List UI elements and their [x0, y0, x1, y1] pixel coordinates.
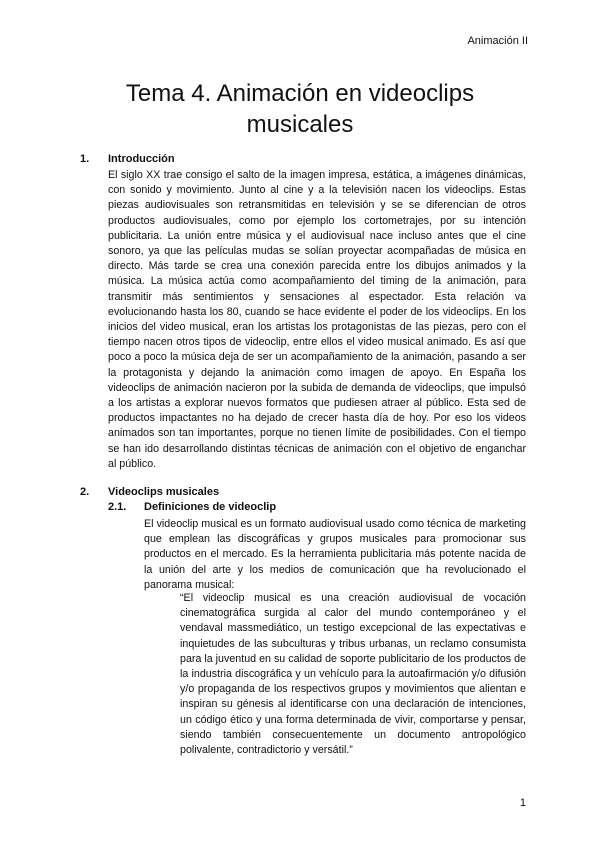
running-header: Animación II	[467, 35, 528, 47]
section-number: 2.	[80, 486, 90, 498]
title-line-2: musicales	[246, 111, 354, 138]
subsection-title: Definiciones de videoclip	[144, 501, 277, 513]
section-title: Introducción	[108, 153, 175, 165]
document-title	[0, 78, 600, 140]
title-line-1: Tema 4. Animación en videoclips	[125, 80, 475, 107]
definition-quote: “El videoclip musical es una creación audiovisual de vocación cinematográfica surgida al calor del mundo contemporáneo y el vendaval massmediático, un testigo excepcional de las expectativas e inquietudes de las subculturas y tribus urbanas, un reclamo consumista para la juventud en su calidad de soporte publicitario de los productos de la industria discográfica y un vehículo para la autoafirmación y/o difusión y/o propaganda de los respectivos grupos y movimientos que alientan e inspiran su génesis al identificarse con una declaración de intenciones, un código ético y una forma determinada de vivir, comportarse y pensar, siendo también consecuentemente un documento antropológico polivalente, contradictorio y versátil.”	[180, 592, 526, 757]
section-number: 1.	[80, 153, 90, 165]
page-number: 1	[519, 797, 526, 809]
section-title: Videoclips musicales	[108, 486, 220, 498]
intro-paragraph: El siglo XX trae consigo el salto de la imagen impresa, estática, a imágenes dinámicas, con sonido y movimiento. Junto al cine y a la televisión nacen los videoclips. Estas piezas audiovisuales son retransmitidas en televisión y se se diferencian de otros productos audiovisuales, como por ejemplo los cortometrajes, por su intención publicitaria. La unión entre música y el audiovisual nace incluso antes que el cine sonoro, ya que las películas mudas se solían proyectar acompañadas de música en directo. Más tarde se crea una conexión parecida entre los dibujos animados y la música. La música actúa como acompañamiento del timing de la animación, para transmitir más sentimientos y sensaciones al espectador. Esta relación va evolucionando hasta los 80, cuando se hace evidente el poder de los videoclips. En los inicios del video musical, eran los artistas los protagonistas de las piezas, pero con el tiempo nacen otros tipos de videoclip, entre ellos el video musical animado. Es así que poco a poco la música deja de ser un acompañamiento de la animación, pasando a ser la protagonista y dejando la animación como imagen de apoyo. En España los videoclips de animación nacieron por la subida de demanda de videoclips, que impulsó a los artistas a explorar nuevos formatos que pudiesen atraer al público. Esta sed de productos impactantes no ha dejado de crecer hasta día de hoy. Por eso los videos animados son tan importantes, porque no tienen límite de posibilidades. Con el tiempo se han ido desarrollando distintas técnicas de animación con el objetivo de enganchar al público.	[108, 169, 526, 470]
subsection-number: 2.1.	[108, 501, 127, 513]
definition-paragraph: El videoclip musical es un formato audiovisual usado como técnica de marketing que emplean las discográficas y grupos musicales para promocionar sus productos en el mercado. Es la herramienta publicitaria más potente nacida de la unión del arte y los medios de comunicación que ha revolucionado el panorama musical:	[144, 518, 526, 591]
